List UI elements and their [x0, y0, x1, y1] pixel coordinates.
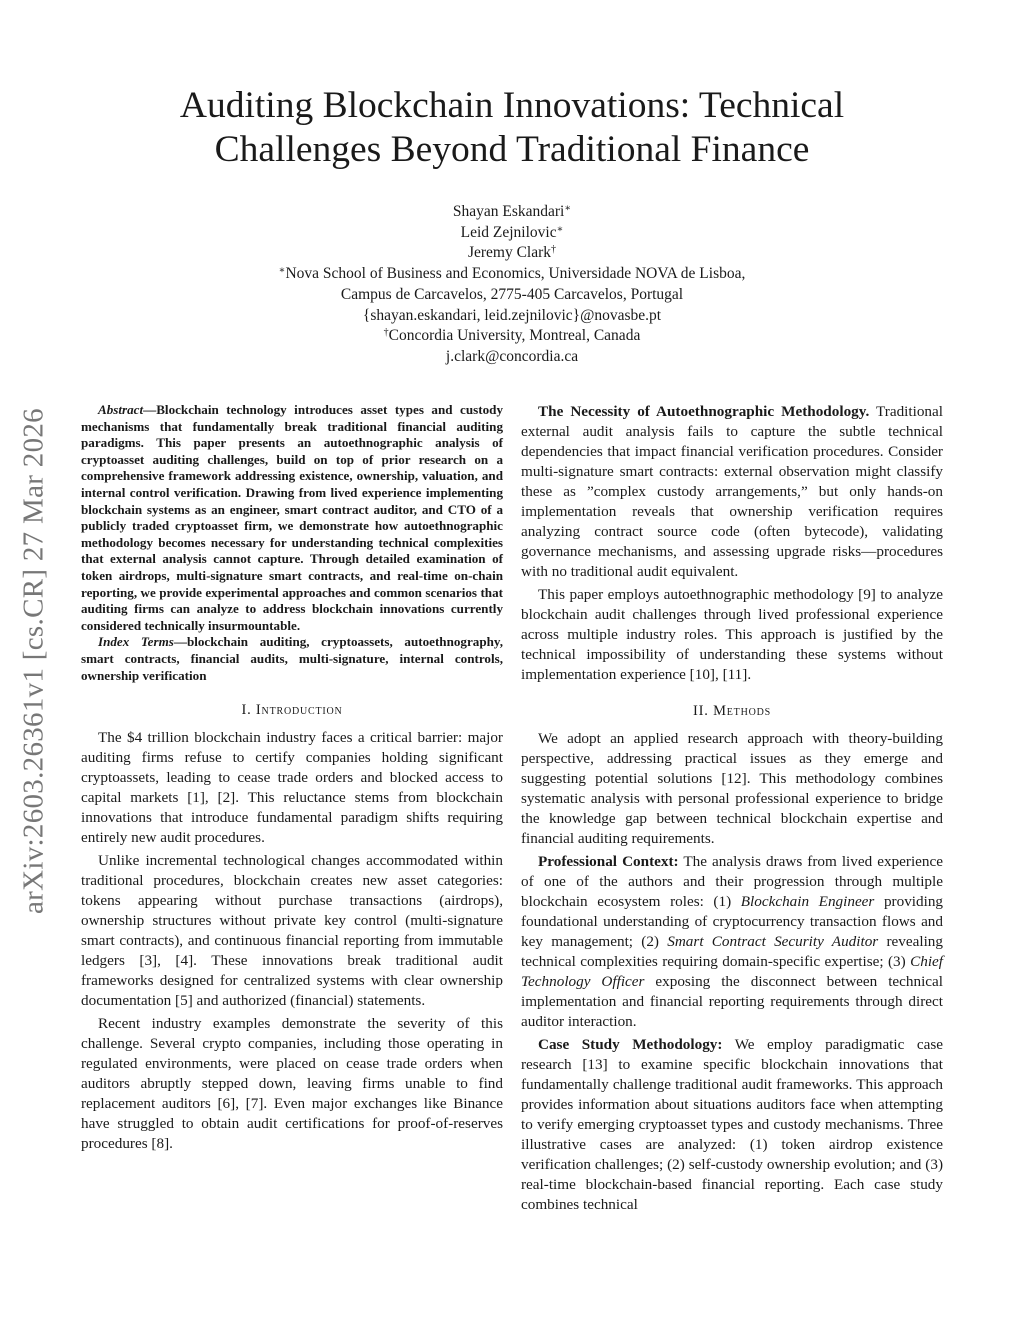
affiliation-1-line-2: Campus de Carcavelos, 2775-405 Carcavelos, Portugal: [340, 285, 684, 303]
author-1-mark: ∗: [564, 203, 572, 214]
affiliation-1-line-1: ∗Nova School of Business and Economics, Universidade NOVA de Lisboa,: [278, 265, 746, 283]
title-line-1: Auditing Blockchain Innovations: Technical: [179, 85, 845, 126]
intro-paragraph-1: The $4 trillion blockchain industry faces a critical barrier: major auditing firms refuse to certify companies holding significant cryptoassets, leading to cease trade orders and blocked access to capital markets [1], [2]. This reluctance stems from blockchain innovations that introduce fundamental paradigm shifts requiring entirely new audit procedures.: [81, 729, 503, 847]
index-terms-label: Index Terms: [98, 634, 174, 650]
arxiv-sidebar: [8, 366, 60, 956]
role-blockchain-engineer: Blockchain Engineer: [740, 893, 875, 910]
author-block: [80, 202, 944, 368]
necessity-paragraph-2: This paper employs autoethnographic methodology [9] to analyze blockchain audit challenges through lived professional experience across multiple industry roles. This approach is justified by the technical impossibility of understanding these systems without implementation experience [10], [11].: [521, 586, 943, 683]
abstract-text: —Blockchain technology introduces asset types and custody mechanisms that fundamentally break traditional financial auditing paradigms. This paper presents an autoethnographic analysis of cryptoasset auditing challenges, build on top of prior research on a comprehensive framework addressing existence, ownership, valuation, and internal control verification. Drawing from lived experience implementing blockchain systems as an engineer, smart contract auditor, and CTO of a publicly traded cryptoasset firm, we demonstrate how autoethnographic methodology becomes necessary for understanding technical complexities that external analysis cannot capture. Through detailed examination of token airdrops, multi-signature smart contracts, and real-time on-chain reporting, we provide experimental approaches and common scenarios that auditing firms can analyze to address blockchain innovations currently considered technically insurmountable.: [81, 402, 503, 633]
title-line-2: Challenges Beyond Traditional Finance: [214, 129, 810, 170]
author-3: Jeremy Clark†: [467, 244, 557, 262]
section-heading-methods: II. Methods: [692, 703, 772, 719]
abstract: [81, 402, 503, 634]
right-column: [521, 402, 943, 1215]
intro-paragraph-3: Recent industry examples demonstrate the severity of this challenge. Several crypto companies, including those operating in regulated environments, were placed on cease trade orders when auditors abruptly stepped down, leaving firms unable to find replacement auditors [6], [7]. Even major exchanges like Binance have struggled to obtain audit certifications for proof-of-reserves procedures [8].: [81, 1015, 503, 1153]
section-heading-introduction: I. Introduction: [241, 702, 343, 719]
index-terms: [81, 634, 503, 684]
paper-title: [80, 84, 944, 172]
affiliation-2-line-1: †Concordia University, Montreal, Canada: [383, 327, 641, 345]
intro-paragraph-2: Unlike incremental technological changes accommodated within traditional procedures, blockchain creates new asset categories: tokens appearing without purchase transactions (airdrops), ownership structures without private key control (multi-signature smart contracts), and continuous financial reporting from immutable ledgers [3], [4]. These innovations break traditional audit frameworks designed for centralized systems with clear ownership documentation [5] and authorized (financial) statements.: [81, 852, 503, 1010]
affiliation-2-email: j.clark@concordia.ca: [445, 347, 579, 365]
necessity-runin-heading: The Necessity of Autoethnographic Methodology.: [538, 403, 870, 420]
professional-context-runin: Professional Context:: [538, 853, 679, 870]
author-1: Shayan Eskandari∗: [452, 203, 572, 220]
role-smart-contract-auditor: Smart Contract Security Auditor: [667, 933, 879, 950]
professional-context-paragraph: Professional Context: The analysis draws from lived experience of one of the authors and their progression through multiple blockchain ecosystem roles: (1) Blockchain Engineer providing foundational understanding of cryptocurrency transaction flows and key management; (2) Smart Contract Security Auditor revealing technical complexities requiring domain-specific expertise; (3) Chief Technology Officer exposing the disconnect between technical implementation and financial reporting requirements through direct auditor interaction.: [521, 853, 944, 1030]
case-study-paragraph: Case Study Methodology: We employ paradigmatic case research [13] to examine specific blockchain innovations that fundamentally challenge traditional audit frameworks. This approach provides information about situations auditors face when attempting to verify emerging cryptoasset types and custody mechanisms. Three illustrative cases are analyzed: (1) token airdrop existence verification challenges; (2) self-custody ownership evolution; and (3) real-time blockchain-based financial reporting. Each case study combines technical: [521, 1036, 943, 1213]
case-study-runin: Case Study Methodology:: [538, 1036, 723, 1053]
author-2: Leid Zejnilovic∗: [460, 223, 564, 241]
left-column: [81, 402, 503, 1154]
index-terms-text: —blockchain auditing, cryptoassets, autoethnography, smart contracts, financial audits, multi-signature, internal controls, ownership verification: [81, 634, 503, 683]
methods-paragraph-1: We adopt an applied research approach with theory-building perspective, addressing practical issues as they emerge and suggesting potential solutions [12]. This methodology combines systematic analysis with personal professional experience to bridge the knowledge gap between technical blockchain expertise and financial auditing requirements.: [521, 730, 943, 847]
affiliation-1-email: {shayan.eskandari, leid.zejnilovic}@novasbe.pt: [362, 306, 662, 324]
author-2-mark: ∗: [556, 223, 564, 235]
arxiv-identifier: arXiv:2603.26361v1 [cs.CR] 27 Mar 2026: [17, 408, 50, 914]
necessity-paragraph-1: The Necessity of Autoethnographic Methodology. Traditional external audit analysis fails to capture the subtle technical dependencies that impact financial verification procedures. Consider multi-signature smart contracts: external observation might classify these as ”complex custody arrangements,” but only hands-on implementation reveals that ownership verification requires analyzing contract source code (often bytecode), validating governance mechanisms, and assessing upgrade risks—procedures with no traditional audit equivalent.: [521, 403, 943, 580]
abstract-label: Abstract: [98, 402, 144, 417]
author-3-mark: †: [551, 244, 557, 256]
role-cto: Chief Technology Officer: [521, 953, 943, 990]
